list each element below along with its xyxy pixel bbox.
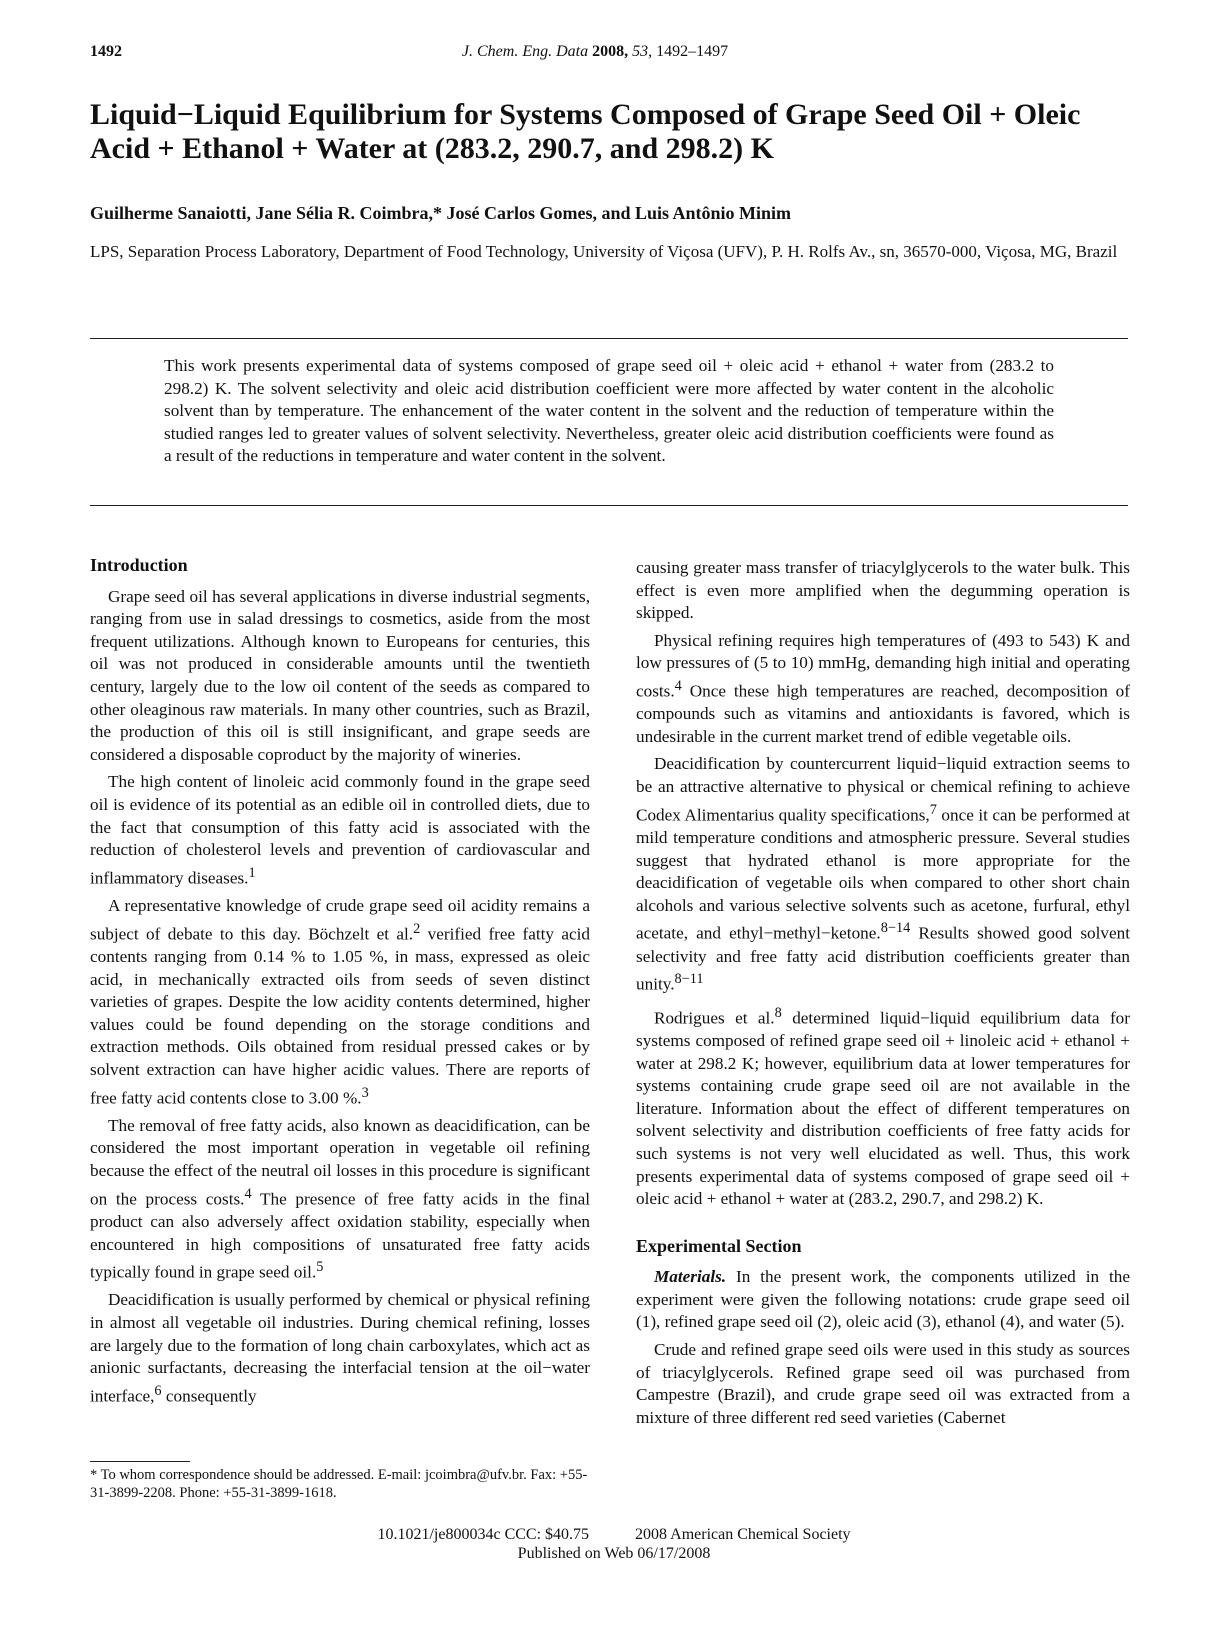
copyright-text: 2008 American Chemical Society	[635, 1526, 851, 1543]
paragraph-text: The high content of linoleic acid commonly found in the grape seed oil is evidence of its potential as an edible oil in controlled diets, due to the fact that consumption of this fatty acid is associated with the reduction of cholesterol levels and prevention of cardiovascular and inflammatory diseases.	[90, 772, 590, 888]
paragraph-text: Rodrigues et al.	[654, 1008, 775, 1028]
rodrigues-paragraph	[636, 1002, 1130, 1211]
paragraph-text: Physical refining requires high temperatures of (493 to 543) K and low pressures of (5 to 10) mmHg, demanding high initial and operating costs.	[636, 630, 1130, 701]
doi-text[interactable]: 10.1021/je800034c CCC: $40.75	[377, 1526, 590, 1543]
intro-paragraph-1: Grape seed oil has several applications in diverse industrial segments, ranging from use in salad dressings to cosmetics, aside from the most frequent utilizations. Although known to Europeans for centuries, this oil was not produced in considerable amounts until the twentieth century, largely due to the low oil content of the seeds as compared to other oleaginous raw materials. In many other countries, such as Brazil, the production of this oil is still insignificant, and grape seeds are considered a disposable coproduct by the majority of wineries.	[90, 586, 590, 764]
citation-ref[interactable]: 3	[361, 1084, 369, 1101]
intro-paragraph-2	[90, 771, 590, 890]
physical-refining-paragraph	[636, 630, 1130, 749]
extraction-paragraph	[636, 753, 1130, 996]
materials-paragraph	[636, 1266, 1130, 1334]
citation-ref[interactable]: 2	[413, 920, 421, 937]
journal-name: J. Chem. Eng. Data	[461, 43, 589, 60]
journal-pages: 1492–1497	[656, 43, 729, 60]
intro-paragraph-5	[90, 1289, 590, 1408]
abstract-top-rule	[90, 338, 1128, 339]
affiliation: LPS, Separation Process Laboratory, Department of Food Technology, University of Viçosa (UFV), P. H. Rolfs Av., sn, 36570-000, Viçosa, MG, Brazil	[90, 242, 1118, 261]
paragraph-text: The removal of free fatty acids, also known as deacidification, can be considered the most important operation in vegetable oil refining because the effect of the neutral oil losses in this procedure is significant on the process costs.	[90, 1115, 590, 1209]
intro-paragraph-3	[90, 895, 590, 1110]
paragraph-text: Deacidification is usually performed by chemical or physical refining in almost all vegetable oil industries. During chemical refining, losses are largely due to the formation of long chain carboxylates, which act as anionic surfactants, decreasing the interfacial tension at the oil−water interface,	[90, 1290, 590, 1406]
paragraph-text: consequently	[161, 1386, 257, 1406]
paragraph-text: Deacidification by countercurrent liquid−liquid extraction seems to be an attractive alternative to physical or chemical refining to achieve Codex Alimentarius quality specifications,	[636, 754, 1130, 825]
journal-volume: 53,	[632, 43, 653, 60]
citation-ref[interactable]: 8−11	[674, 971, 704, 988]
citation-ref[interactable]: 5	[316, 1259, 324, 1276]
intro-paragraph-4	[90, 1115, 590, 1285]
citation-ref[interactable]: 7	[929, 801, 937, 818]
paragraph-text: Results showed good solvent selectivity and free fatty acid distribution coefficients greater than unity.	[636, 924, 1131, 995]
citation-ref[interactable]: 6	[154, 1382, 162, 1399]
citation-ref[interactable]: 4	[674, 677, 682, 694]
materials-lead: Materials.	[654, 1267, 727, 1287]
paragraph-text: verified free fatty acid contents ranging from 0.14 % to 1.05 %, in mass, expressed as oleic acid, in mechanically extracted oils from seeds of seven distinct varieties of grapes. Despite the low acidity contents determined, higher values could be found depending on the storage conditions and extraction methods. Oils obtained from residual pressed cakes or by solvent extraction can have higher acidic values. There are reports of free fatty acid contents close to 3.00 %.	[90, 924, 590, 1108]
abstract: This work presents experimental data of systems composed of grape seed oil + oleic acid + ethanol + water from (283.2 to 298.2) K. The solvent selectivity and oleic acid distribution coefficient were more affected by water content in the alcoholic solvent than by temperature. The enhancement of the water content in the solvent and the reduction of temperature within the studied ranges led to greater values of solvent selectivity. Nevertheless, greater oleic acid distribution coefficients were found as a result of the reductions in temperature and water content in the solvent.	[164, 356, 1054, 466]
running-header	[90, 43, 1100, 67]
paragraph-text: The presence of free fatty acids in the final product can also adversely affect oxidation stability, especially when encountered in high compositions of unsaturated free fatty acids typically found in grape seed oil.	[90, 1189, 590, 1282]
citation-ref[interactable]: 8	[774, 1004, 782, 1021]
citation-ref[interactable]: 1	[248, 864, 256, 881]
correspondence-footnote: * To whom correspondence should be addressed. E-mail: jcoimbra@ufv.br. Fax: +55-31-3899-2208. Phone: +55-31-3899-1618.	[90, 1467, 588, 1501]
citation-ref[interactable]: 4	[244, 1185, 252, 1202]
footer-line	[0, 1525, 1228, 1544]
continued-paragraph: causing greater mass transfer of triacylglycerols to the water bulk. This effect is even more amplified when the degumming operation is skipped.	[636, 558, 1130, 623]
paragraph-text: Once these high temperatures are reached, decomposition of compounds such as vitamins and antioxidants is favored, which is undesirable in the current market trend of edible vegetable oils.	[636, 681, 1130, 746]
introduction-heading: Introduction	[90, 555, 188, 575]
left-column	[90, 554, 590, 1413]
page-footer	[0, 1525, 1228, 1563]
paragraph-text: In the present work, the components utilized in the experiment were given the following notations: crude grape seed oil (1), refined grape seed oil (2), oleic acid (3), ethanol (4), and water (5).	[636, 1267, 1130, 1332]
publication-date: Published on Web 06/17/2008	[517, 1545, 711, 1562]
abstract-bottom-rule	[90, 505, 1128, 506]
paragraph-text: once it can be performed at mild temperature conditions and atmospheric pressure. Several studies suggest that hydrated ethanol is more appropriate for the deacidification of vegetable oils when compared to other short chain alcohols and various selective solvents such as acetone, furfural, ethyl acetate, and ethyl−methyl−ketone.	[636, 805, 1130, 944]
author-list: Guilherme Sanaiotti, Jane Sélia R. Coimbra,* José Carlos Gomes, and Luis Antônio Minim	[90, 203, 792, 223]
journal-citation	[90, 43, 1100, 61]
page-number: 1492	[90, 43, 122, 60]
paper-title: Liquid−Liquid Equilibrium for Systems Composed of Grape Seed Oil + Oleic Acid + Ethanol + Water at (283.2, 290.7, and 298.2) K	[90, 98, 1081, 165]
oils-paragraph: Crude and refined grape seed oils were used in this study as sources of triacylglycerols. Refined grape seed oil was purchased from Campestre (Brazil), and crude grape seed oil was extracted from a mixture of three different red seed varieties (Cabernet	[636, 1340, 1130, 1427]
journal-year: 2008,	[592, 43, 629, 60]
experimental-heading: Experimental Section	[636, 1235, 802, 1256]
right-column	[636, 557, 1130, 1434]
paragraph-text: A representative knowledge of crude grape seed oil acidity remains a subject of debate to this day. Böchzelt et al.	[90, 896, 590, 944]
citation-ref[interactable]: 8−14	[880, 920, 911, 937]
footnote-rule	[90, 1461, 190, 1462]
paragraph-text: determined liquid−liquid equilibrium data for systems composed of refined grape seed oil + linoleic acid + ethanol + water at 298.2 K; however, equilibrium data at lower temperatures for systems containing crude grape seed oil are not available in the literature. Information about the effect of different temperatures on solvent selectivity and distribution coefficients of free fatty acids for such systems is not very well elucidated as well. Thus, this work presents experimental data of systems composed of grape seed oil + oleic acid + ethanol + water at (283.2, 290.7, and 298.2) K.	[636, 1008, 1130, 1209]
